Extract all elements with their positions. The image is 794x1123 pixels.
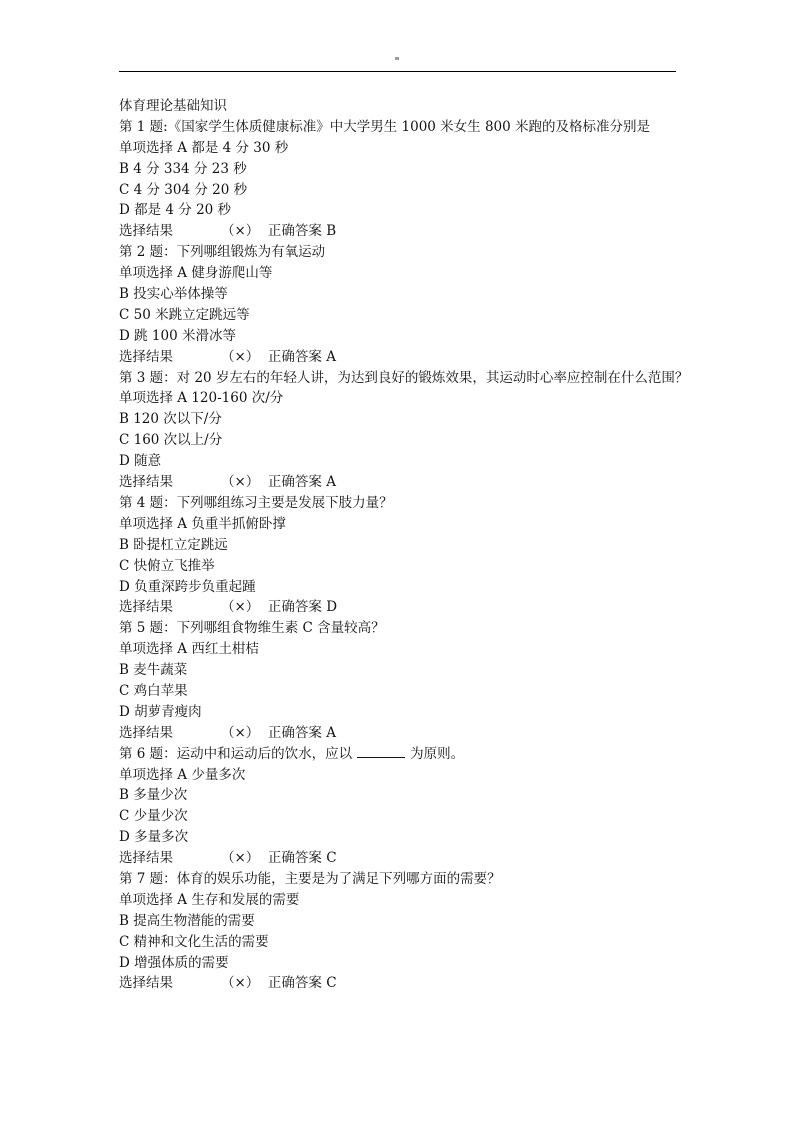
correct-answer: 正确答案 D [267,599,338,616]
question-6-stem [119,744,689,765]
document-title: 体育理论基础知识 [119,98,227,114]
header-rule [119,71,676,72]
question-4-result [119,597,689,618]
result-label: 选择结果 [119,724,173,741]
result-mark: （×） [221,223,260,240]
question-6-stem-before: 第 6 题：运动中和运动后的饮水，应以 [119,745,353,762]
question-2-option-d: D 跳 100 米滑冰等 [119,327,236,344]
correct-answer: 正确答案 A [267,724,336,741]
result-mark: （×） [221,348,260,365]
question-5-option-d: D 胡萝青瘦肉 [119,703,202,720]
result-mark: （×） [221,850,260,867]
question-3-stem: 第 3 题：对 20 岁左右的年轻人讲，为达到良好的锻炼效果，其运动时心率应控制在什么范围？ [119,369,689,386]
result-label: 选择结果 [119,474,173,491]
result-label: 选择结果 [119,850,173,867]
result-mark: （×） [221,474,260,491]
question-7-result [119,973,689,994]
question-1-option-d: D 都是 4 分 20 秒 [119,202,232,219]
question-2-stem: 第 2 题：下列哪组锻炼为有氧运动 [119,244,326,261]
question-1-option-c: C 4 分 304 分 20 秒 [119,181,248,198]
question-5-option-c: C 鸡白苹果 [119,682,188,699]
question-7-stem: 第 7 题：体育的娱乐功能，主要是为了满足下列哪方面的需要？ [119,870,501,887]
correct-answer: 正确答案 C [267,975,337,992]
question-2-option-b: B 投实心举体操等 [119,286,228,303]
question-6-stem-after: 为原则。 [410,745,465,762]
result-label: 选择结果 [119,348,173,365]
correct-answer: 正确答案 A [267,348,336,365]
question-3-result [119,472,689,493]
question-4-stem: 第 4 题：下列哪组练习主要是发展下肢力量？ [119,494,393,511]
question-5-option-b: B 麦牛蔬菜 [119,662,188,679]
question-6-option-a: 单项选择 A 少量多次 [119,766,246,783]
question-7-option-c: C 精神和文化生活的需要 [119,933,269,950]
question-7-option-a: 单项选择 A 生存和发展的需要 [119,891,300,908]
question-4-option-d: D 负重深跨步负重起踵 [119,578,256,595]
question-2-option-c: C 50 米跳立定跳远等 [119,306,250,323]
question-6-option-d: D 多量多次 [119,829,189,846]
question-3-option-b: B 120 次以下/分 [119,411,222,428]
correct-answer: 正确答案 B [267,223,337,240]
question-2-result [119,347,689,368]
document-body [119,96,689,994]
question-4-option-c: C 快俯立飞推举 [119,557,215,574]
correct-answer: 正确答案 A [267,474,336,491]
question-6-option-b: B 多量少次 [119,787,188,804]
correct-answer: 正确答案 C [267,850,337,867]
question-6-option-c: C 少量少次 [119,808,188,825]
answer-blank [357,744,405,758]
question-1-stem: 第 1 题:《国家学生体质健康标准》中大学男生 1000 米女生 800 米跑的及格标准分别是 [119,118,651,135]
question-3-option-d: D 随意 [119,453,162,470]
question-5-option-a: 单项选择 A 西红土柑桔 [119,641,259,658]
question-7-option-d: D 增强体质的需要 [119,954,229,971]
question-6-result [119,848,689,869]
question-3-option-a: 单项选择 A 120-160 次/分 [119,390,284,407]
question-1-result [119,221,689,242]
question-3-option-c: C 160 次以上/分 [119,432,223,449]
result-label: 选择结果 [119,599,173,616]
header-mark: " [394,55,400,68]
result-label: 选择结果 [119,223,173,240]
question-1-option-a: 单项选择 A 都是 4 分 30 秒 [119,139,289,156]
question-1-option-b: B 4 分 334 分 23 秒 [119,160,247,177]
result-label: 选择结果 [119,975,173,992]
result-mark: （×） [221,975,260,992]
question-7-option-b: B 提高生物潜能的需要 [119,912,255,929]
question-5-stem: 第 5 题：下列哪组食物维生素 C 含量较高？ [119,620,385,637]
question-4-option-b: B 卧提杠立定跳远 [119,536,228,553]
question-5-result [119,723,689,744]
question-2-option-a: 单项选择 A 健身游爬山等 [119,265,273,282]
result-mark: （×） [221,724,260,741]
question-4-option-a: 单项选择 A 负重半抓俯卧撑 [119,515,286,532]
result-mark: （×） [221,599,260,616]
